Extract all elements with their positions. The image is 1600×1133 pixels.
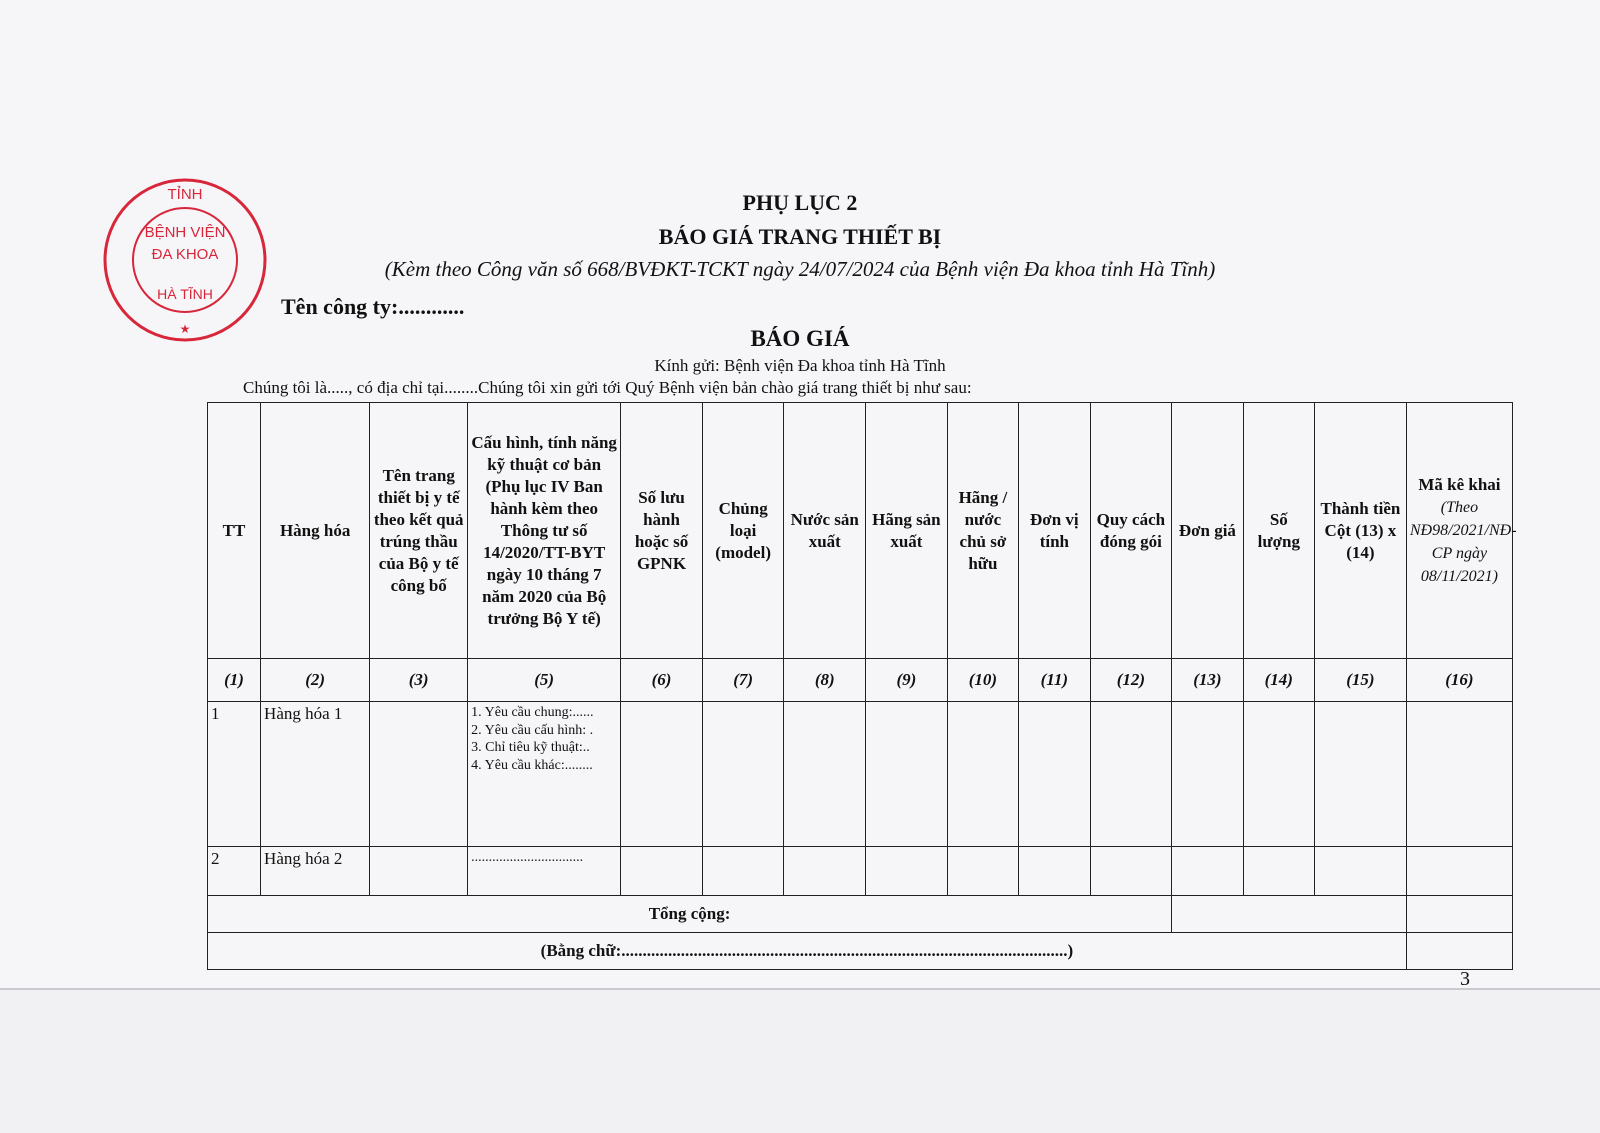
- empty-cell: [947, 702, 1018, 847]
- row-spec: [468, 702, 621, 847]
- svg-text:HÀ TĨNH: HÀ TĨNH: [157, 286, 213, 302]
- empty-cell: [866, 702, 948, 847]
- col-header: Cấu hình, tính năng kỹ thuật cơ bản (Phụ lục IV Ban hành kèm theo Thông tư số 14/2020/TT-BYT ngày 10 tháng 7 năm 2020 của Bộ trưởng Bộ Y tế): [468, 403, 621, 659]
- empty-cell: [1243, 702, 1314, 847]
- col-number: (8): [784, 659, 866, 702]
- company-name: Tên công ty:............: [281, 294, 465, 319]
- empty-cell: [1243, 847, 1314, 896]
- col-number: (13): [1172, 659, 1243, 702]
- col-number: (10): [947, 659, 1018, 702]
- row-tt: 2: [208, 847, 261, 896]
- col-header: Chủng loại (model): [702, 403, 784, 659]
- col-header: Tên trang thiết bị y tế theo kết quả trúng thầu của Bộ y tế công bố: [370, 403, 468, 659]
- empty-cell: [702, 847, 784, 896]
- in-words: (Bằng chữ:.........................................................................................................): [208, 933, 1407, 970]
- col-header: Đơn giá: [1172, 403, 1243, 659]
- empty-cell: [1406, 702, 1512, 847]
- col-header-note: (Theo NĐ98/2021/NĐ-CP ngày 08/11/2021): [1409, 498, 1517, 585]
- empty-cell: [1406, 933, 1512, 970]
- col-number: (14): [1243, 659, 1314, 702]
- empty-cell: [370, 847, 468, 896]
- col-number: (6): [621, 659, 703, 702]
- col-number: (7): [702, 659, 784, 702]
- col-header: [1406, 403, 1517, 659]
- spec-line: 4. Yêu cầu khác:........: [471, 757, 593, 773]
- empty-cell: [1315, 847, 1407, 896]
- svg-text:ĐA KHOA: ĐA KHOA: [151, 246, 219, 263]
- empty-cell: [1090, 702, 1172, 847]
- col-header: Hàng hóa: [261, 403, 370, 659]
- empty-cell: [1406, 847, 1512, 896]
- svg-text:★: ★: [179, 322, 191, 336]
- in-words-row: [208, 933, 1513, 970]
- spec-line: 2. Yêu cầu cấu hình: .: [471, 722, 594, 738]
- empty-cell: [866, 847, 948, 896]
- col-number: (9): [866, 659, 948, 702]
- row-item: Hàng hóa 2: [261, 847, 370, 896]
- document-title: BÁO GIÁ TRANG THIẾT BỊ: [658, 224, 942, 249]
- empty-cell: [1172, 702, 1243, 847]
- col-number: (11): [1019, 659, 1090, 702]
- col-header: Hãng sản xuất: [866, 403, 948, 659]
- col-number: (3): [370, 659, 468, 702]
- col-number: (12): [1090, 659, 1172, 702]
- empty-cell: [1172, 847, 1243, 896]
- col-number: (5): [468, 659, 621, 702]
- row-spec: ................................: [468, 847, 621, 896]
- empty-cell: [1315, 702, 1407, 847]
- page-number: 3: [1460, 968, 1470, 990]
- col-header: Thành tiền Cột (13) x (14): [1315, 403, 1407, 659]
- reference-line: (Kèm theo Công văn số 668/BVĐKT-TCKT ngày 24/07/2024 của Bệnh viện Đa khoa tỉnh Hà Tĩnh): [384, 257, 1216, 281]
- empty-cell: [1090, 847, 1172, 896]
- svg-text:TỈNH: TỈNH: [167, 186, 203, 203]
- empty-cell: [947, 847, 1018, 896]
- empty-cell: [784, 702, 866, 847]
- spec-line: 3. Chỉ tiêu kỹ thuật:..: [471, 740, 590, 755]
- spec-line: 1. Yêu cầu chung:......: [471, 705, 594, 720]
- empty-cell: [1019, 847, 1090, 896]
- empty-cell: [1406, 896, 1512, 933]
- col-number: (15): [1315, 659, 1407, 702]
- empty-cell: [1019, 702, 1090, 847]
- col-header: Số lượng: [1243, 403, 1314, 659]
- total-value: [1172, 896, 1407, 933]
- appendix-title: PHỤ LỤC 2: [742, 190, 858, 215]
- row-item: Hàng hóa 1: [261, 702, 370, 847]
- quote-title: BÁO GIÁ: [750, 326, 850, 351]
- col-header: Số lưu hành hoặc số GPNK: [621, 403, 703, 659]
- intro-line: Chúng tôi là....., có địa chỉ tại........Chúng tôi xin gửi tới Quý Bệnh viện bản chào giá trang thiết bị như sau:: [243, 378, 972, 397]
- column-number-row: [208, 659, 1513, 702]
- total-row: [208, 896, 1513, 933]
- empty-cell: [370, 702, 468, 847]
- row-tt: 1: [208, 702, 261, 847]
- col-number: (16): [1406, 659, 1512, 702]
- col-number: (2): [261, 659, 370, 702]
- svg-text:BỆNH VIỆN: BỆNH VIỆN: [144, 224, 226, 241]
- header-row: [208, 403, 1513, 659]
- table-row: [208, 847, 1513, 896]
- col-header: Quy cách đóng gói: [1090, 403, 1172, 659]
- recipient-line: Kính gửi: Bệnh viện Đa khoa tỉnh Hà Tĩnh: [654, 356, 946, 375]
- col-header: Nước sản xuất: [784, 403, 866, 659]
- col-header: Đơn vị tính: [1019, 403, 1090, 659]
- col-number: (1): [208, 659, 261, 702]
- empty-cell: [784, 847, 866, 896]
- col-header-label: Mã kê khai: [1418, 474, 1501, 494]
- empty-cell: [621, 702, 703, 847]
- total-label: Tổng cộng:: [208, 896, 1172, 933]
- empty-cell: [702, 702, 784, 847]
- col-header: Hãng / nước chủ sở hữu: [947, 403, 1018, 659]
- table-row: [208, 702, 1513, 847]
- empty-cell: [621, 847, 703, 896]
- quote-table: [207, 402, 1517, 970]
- col-header: TT: [208, 403, 261, 659]
